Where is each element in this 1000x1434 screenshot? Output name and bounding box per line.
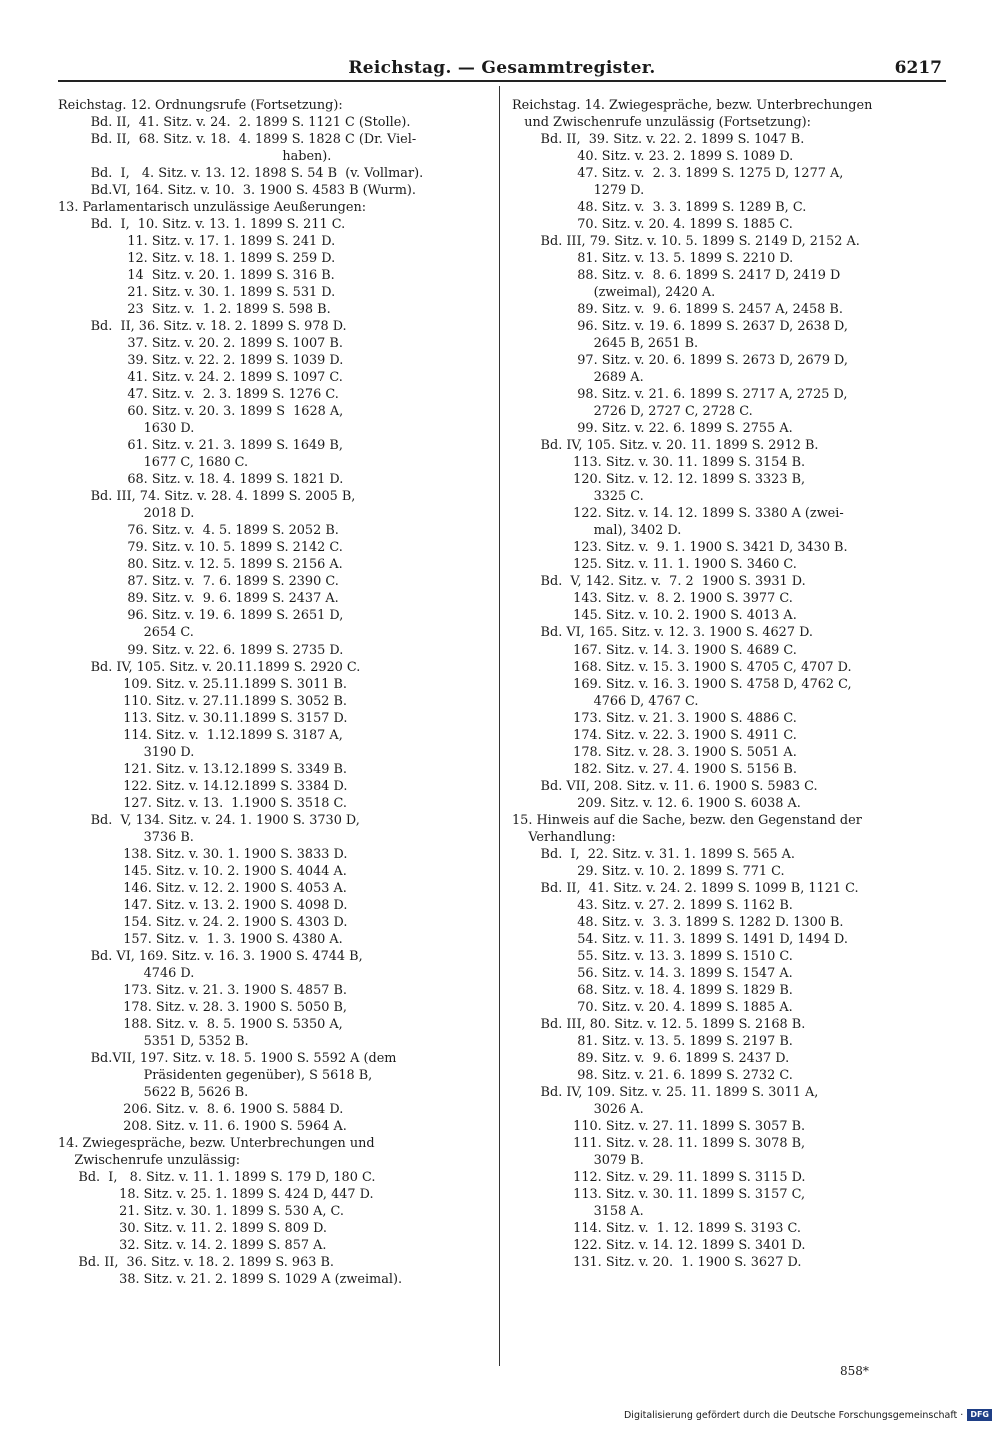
index-line: 68. Sitz. v. 18. 4. 1899 S. 1821 D. (58, 472, 344, 488)
index-line: 208. Sitz. v. 11. 6. 1900 S. 5964 A. (58, 1118, 347, 1134)
page-header (58, 56, 946, 82)
index-line: 70. Sitz. v. 20. 4. 1899 S. 1885 C. (512, 217, 793, 233)
index-line: 3026 A. (512, 1101, 644, 1117)
index-line: 55. Sitz. v. 13. 3. 1899 S. 1510 C. (512, 948, 793, 964)
index-line: 1279 D. (512, 183, 645, 199)
index-line: 96. Sitz. v. 19. 6. 1899 S. 2651 D, (58, 608, 344, 624)
index-line: Reichstag. 14. Zwiegespräche, bezw. Unterbrechungen (512, 98, 873, 113)
index-line: 37. Sitz. v. 20. 2. 1899 S. 1007 B. (58, 336, 343, 352)
index-line: 4766 D, 4767 C. (512, 693, 699, 709)
index-line: 5351 D, 5352 B. (58, 1033, 249, 1049)
index-line: 76. Sitz. v. 4. 5. 1899 S. 2052 B. (58, 523, 339, 539)
index-line: Verhandlung: (512, 829, 616, 845)
right-column (512, 97, 940, 1271)
index-line: 178. Sitz. v. 28. 3. 1900 S. 5050 B, (58, 999, 348, 1015)
index-line: 18. Sitz. v. 25. 1. 1899 S. 424 D, 447 D. (58, 1187, 374, 1202)
index-line: 99. Sitz. v. 22. 6. 1899 S. 2735 D. (58, 642, 344, 658)
index-line: 122. Sitz. v. 14. 12. 1899 S. 3380 A (zwei- (512, 506, 844, 522)
index-line: 125. Sitz. v. 11. 1. 1900 S. 3460 C. (512, 557, 797, 573)
index-line: 109. Sitz. v. 25.11.1899 S. 3011 B. (58, 676, 348, 692)
index-line: 88. Sitz. v. 8. 6. 1899 S. 2417 D, 2419 D (512, 268, 841, 284)
index-line: 114. Sitz. v. 1.12.1899 S. 3187 A, (58, 727, 343, 743)
index-line: 43. Sitz. v. 27. 2. 1899 S. 1162 B. (512, 897, 793, 913)
index-line: 89. Sitz. v. 9. 6. 1899 S. 2437 A. (58, 591, 339, 607)
index-line: 123. Sitz. v. 9. 1. 1900 S. 3421 D, 3430 B. (512, 540, 848, 556)
index-line: Bd. I, 8. Sitz. v. 11. 1. 1899 S. 179 D, 180 C. (58, 1169, 376, 1185)
index-line: Bd. VII, 208. Sitz. v. 11. 6. 1900 S. 5983 C. (512, 778, 818, 794)
index-line: Bd. IV, 109. Sitz. v. 25. 11. 1899 S. 3011 A, (512, 1084, 819, 1100)
index-line: Bd.VII, 197. Sitz. v. 18. 5. 1900 S. 5592 A (dem (58, 1050, 397, 1066)
index-line: 2689 A. (512, 370, 644, 386)
index-line: Präsidenten gegenüber), S 5618 B, (58, 1067, 373, 1083)
index-line: 23 Sitz. v. 1. 2. 1899 S. 598 B. (58, 302, 331, 318)
index-line: 138. Sitz. v. 30. 1. 1900 S. 3833 D. (58, 846, 348, 862)
index-line: Zwischenrufe unzulässig: (58, 1152, 241, 1168)
index-line: 87. Sitz. v. 7. 6. 1899 S. 2390 C. (58, 574, 339, 590)
index-line: Bd. IV, 105. Sitz. v. 20. 11. 1899 S. 2912 B. (512, 438, 819, 454)
index-line: 89. Sitz. v. 9. 6. 1899 S. 2457 A, 2458 B. (512, 302, 843, 318)
index-line: 206. Sitz. v. 8. 6. 1900 S. 5884 D. (58, 1101, 344, 1117)
left-column (58, 97, 486, 1288)
index-line: 81. Sitz. v. 13. 5. 1899 S. 2210 D. (512, 251, 794, 267)
index-line: 145. Sitz. v. 10. 2. 1900 S. 4013 A. (512, 608, 797, 624)
index-line: Bd. II, 68. Sitz. v. 18. 4. 1899 S. 1828 C (Dr. Viel- (58, 132, 417, 148)
index-line: 182. Sitz. v. 27. 4. 1900 S. 5156 B. (512, 761, 797, 777)
signature-mark: 858* (840, 1364, 869, 1378)
index-line: 2726 D, 2727 C, 2728 C. (512, 404, 753, 420)
index-line: 4746 D. (58, 965, 195, 981)
index-line: 47. Sitz. v. 2. 3. 1899 S. 1275 D, 1277 A, (512, 166, 844, 182)
index-line: 13. Parlamentarisch unzulässige Aeußerungen: (58, 200, 367, 216)
index-line: 173. Sitz. v. 21. 3. 1900 S. 4857 B. (58, 982, 348, 998)
index-line: 127. Sitz. v. 13. 1.1900 S. 3518 C. (58, 795, 347, 811)
footer-credit (624, 1408, 992, 1422)
index-line: 98. Sitz. v. 21. 6. 1899 S. 2717 A, 2725 D, (512, 387, 848, 403)
index-line: 3736 B. (58, 829, 194, 845)
index-line: Bd. III, 74. Sitz. v. 28. 4. 1899 S. 2005 B, (58, 489, 356, 505)
index-line: 168. Sitz. v. 15. 3. 1900 S. 4705 C, 4707 D. (512, 659, 852, 675)
index-line: 79. Sitz. v. 10. 5. 1899 S. 2142 C. (58, 540, 343, 556)
index-line: 174. Sitz. v. 22. 3. 1900 S. 4911 C. (512, 727, 797, 743)
index-line: 12. Sitz. v. 18. 1. 1899 S. 259 D. (58, 251, 336, 267)
index-line: Bd. II, 41. Sitz. v. 24. 2. 1899 S. 1099 B, 1121 C. (512, 880, 859, 896)
index-line: 14 Sitz. v. 20. 1. 1899 S. 316 B. (58, 268, 335, 284)
index-line: 70. Sitz. v. 20. 4. 1899 S. 1885 A. (512, 999, 793, 1015)
index-line: Bd. II, 41. Sitz. v. 24. 2. 1899 S. 1121 C (Stolle). (58, 115, 411, 131)
index-line: 14. Zwiegespräche, bezw. Unterbrechungen und (58, 1135, 375, 1151)
index-line: 113. Sitz. v. 30. 11. 1899 S. 3157 C, (512, 1187, 806, 1202)
index-line: 60. Sitz. v. 20. 3. 1899 S 1628 A, (58, 404, 344, 420)
index-line: 114. Sitz. v. 1. 12. 1899 S. 3193 C. (512, 1221, 801, 1237)
index-line: Bd. I, 22. Sitz. v. 31. 1. 1899 S. 565 A. (512, 846, 795, 862)
index-line: 122. Sitz. v. 14.12.1899 S. 3384 D. (58, 778, 348, 794)
index-line: Bd. I, 10. Sitz. v. 13. 1. 1899 S. 211 C. (58, 217, 346, 233)
index-line: 96. Sitz. v. 19. 6. 1899 S. 2637 D, 2638 D, (512, 319, 848, 335)
index-line: 48. Sitz. v. 3. 3. 1899 S. 1282 D. 1300 B. (512, 914, 844, 930)
index-line: 61. Sitz. v. 21. 3. 1899 S. 1649 B, (58, 438, 343, 454)
index-line: 3079 B. (512, 1152, 644, 1168)
index-line: 209. Sitz. v. 12. 6. 1900 S. 6038 A. (512, 795, 801, 811)
index-line: 39. Sitz. v. 22. 2. 1899 S. 1039 D. (58, 353, 344, 369)
index-line: (zweimal), 2420 A. (512, 285, 716, 301)
index-line: 145. Sitz. v. 10. 2. 1900 S. 4044 A. (58, 863, 347, 879)
index-line: Bd. III, 79. Sitz. v. 10. 5. 1899 S. 2149 D, 2152 A. (512, 234, 860, 250)
index-line: 154. Sitz. v. 24. 2. 1900 S. 4303 D. (58, 914, 348, 930)
index-line: 29. Sitz. v. 10. 2. 1899 S. 771 C. (512, 863, 785, 879)
footer-text: Digitalisierung gefördert durch die Deutsche Forschungsgemeinschaft · (623, 1409, 964, 1421)
index-line: 80. Sitz. v. 12. 5. 1899 S. 2156 A. (58, 557, 343, 573)
index-line: Bd. I, 4. Sitz. v. 13. 12. 1898 S. 54 B (v. Vollmar). (58, 166, 424, 182)
running-title: Reichstag. — Gesammtregister. (348, 58, 656, 78)
index-line: 1630 D. (58, 421, 195, 437)
index-line: 146. Sitz. v. 12. 2. 1900 S. 4053 A. (58, 880, 347, 896)
index-line: 5622 B, 5626 B. (58, 1084, 249, 1100)
index-line: und Zwischenrufe unzulässig (Fortsetzung): (512, 115, 812, 131)
index-line: Bd.VI, 164. Sitz. v. 10. 3. 1900 S. 4583 B (Wurm). (58, 183, 416, 199)
index-line: 11. Sitz. v. 17. 1. 1899 S. 241 D. (58, 234, 336, 250)
index-line: Bd. IV, 105. Sitz. v. 20.11.1899 S. 2920 C. (58, 659, 361, 675)
page-number: 6217 (894, 58, 942, 78)
index-line: mal), 3402 D. (512, 523, 682, 539)
index-line: 47. Sitz. v. 2. 3. 1899 S. 1276 C. (58, 387, 339, 403)
index-line: 113. Sitz. v. 30. 11. 1899 S. 3154 B. (512, 455, 806, 471)
index-line: 54. Sitz. v. 11. 3. 1899 S. 1491 D, 1494 D. (512, 931, 848, 947)
index-line: 89. Sitz. v. 9. 6. 1899 S. 2437 D. (512, 1050, 790, 1066)
index-line: 38. Sitz. v. 21. 2. 1899 S. 1029 A (zweimal). (58, 1272, 403, 1288)
column-divider (499, 86, 500, 1366)
index-line: 40. Sitz. v. 23. 2. 1899 S. 1089 D. (512, 149, 794, 165)
index-line: 68. Sitz. v. 18. 4. 1899 S. 1829 B. (512, 982, 793, 998)
index-line: Bd. II, 36. Sitz. v. 18. 2. 1899 S. 978 D. (58, 319, 347, 335)
index-line: 3190 D. (58, 744, 195, 760)
index-line: 169. Sitz. v. 16. 3. 1900 S. 4758 D, 4762 C, (512, 676, 852, 692)
index-line: 3158 A. (512, 1204, 644, 1220)
index-line: 188. Sitz. v. 8. 5. 1900 S. 5350 A, (58, 1016, 343, 1032)
index-line: 110. Sitz. v. 27.11.1899 S. 3052 B. (58, 693, 348, 709)
index-line: 131. Sitz. v. 20. 1. 1900 S. 3627 D. (512, 1255, 802, 1271)
index-line: 110. Sitz. v. 27. 11. 1899 S. 3057 B. (512, 1118, 806, 1134)
index-line: 15. Hinweis auf die Sache, bezw. den Gegenstand der (512, 812, 862, 828)
index-line: 113. Sitz. v. 30.11.1899 S. 3157 D. (58, 710, 348, 726)
index-line: 121. Sitz. v. 13.12.1899 S. 3349 B. (58, 761, 348, 777)
index-line: 111. Sitz. v. 28. 11. 1899 S. 3078 B, (512, 1135, 806, 1151)
index-line: 157. Sitz. v. 1. 3. 1900 S. 4380 A. (58, 931, 343, 947)
index-line: 3325 C. (512, 489, 644, 505)
index-line: 30. Sitz. v. 11. 2. 1899 S. 809 D. (58, 1221, 328, 1237)
index-line: 97. Sitz. v. 20. 6. 1899 S. 2673 D, 2679 D, (512, 353, 848, 369)
index-line: 112. Sitz. v. 29. 11. 1899 S. 3115 D. (512, 1169, 806, 1185)
index-line: 41. Sitz. v. 24. 2. 1899 S. 1097 C. (58, 370, 343, 386)
index-line: Reichstag. 12. Ordnungsrufe (Fortsetzung): (58, 98, 343, 113)
dfg-logo: DFG (967, 1409, 992, 1421)
index-line: 143. Sitz. v. 8. 2. 1900 S. 3977 C. (512, 591, 793, 607)
index-line: Bd. VI, 165. Sitz. v. 12. 3. 1900 S. 4627 D. (512, 625, 813, 641)
index-line: 2654 C. (58, 625, 194, 641)
index-line: Bd. III, 80. Sitz. v. 12. 5. 1899 S. 2168 B. (512, 1016, 806, 1032)
index-line: 178. Sitz. v. 28. 3. 1900 S. 5051 A. (512, 744, 797, 760)
index-line: Bd. II, 39. Sitz. v. 22. 2. 1899 S. 1047 B. (512, 132, 805, 148)
index-line: Bd. V, 142. Sitz. v. 7. 2 1900 S. 3931 D. (512, 574, 806, 590)
index-line: Bd. V, 134. Sitz. v. 24. 1. 1900 S. 3730 D, (58, 812, 360, 828)
index-line: 147. Sitz. v. 13. 2. 1900 S. 4098 D. (58, 897, 348, 913)
index-line: Bd. II, 36. Sitz. v. 18. 2. 1899 S. 963 B. (58, 1255, 335, 1271)
index-line: 81. Sitz. v. 13. 5. 1899 S. 2197 B. (512, 1033, 793, 1049)
index-line: 98. Sitz. v. 21. 6. 1899 S. 2732 C. (512, 1067, 793, 1083)
index-line: 48. Sitz. v. 3. 3. 1899 S. 1289 B, C. (512, 200, 807, 216)
index-line: 21. Sitz. v. 30. 1. 1899 S. 531 D. (58, 285, 336, 301)
index-line: 56. Sitz. v. 14. 3. 1899 S. 1547 A. (512, 965, 793, 981)
index-line: 2018 D. (58, 506, 195, 522)
index-line: Bd. VI, 169. Sitz. v. 16. 3. 1900 S. 4744 B, (58, 948, 363, 964)
index-line: 1677 C, 1680 C. (58, 455, 249, 471)
index-line: 32. Sitz. v. 14. 2. 1899 S. 857 A. (58, 1238, 327, 1254)
index-line: 99. Sitz. v. 22. 6. 1899 S. 2755 A. (512, 421, 793, 437)
index-line: 21. Sitz. v. 30. 1. 1899 S. 530 A, C. (58, 1204, 344, 1220)
index-line: haben). (58, 149, 332, 165)
index-line: 2645 B, 2651 B. (512, 336, 699, 352)
index-line: 173. Sitz. v. 21. 3. 1900 S. 4886 C. (512, 710, 797, 726)
index-line: 120. Sitz. v. 12. 12. 1899 S. 3323 B, (512, 472, 806, 488)
index-line: 122. Sitz. v. 14. 12. 1899 S. 3401 D. (512, 1238, 806, 1254)
index-line: 167. Sitz. v. 14. 3. 1900 S. 4689 C. (512, 642, 797, 658)
